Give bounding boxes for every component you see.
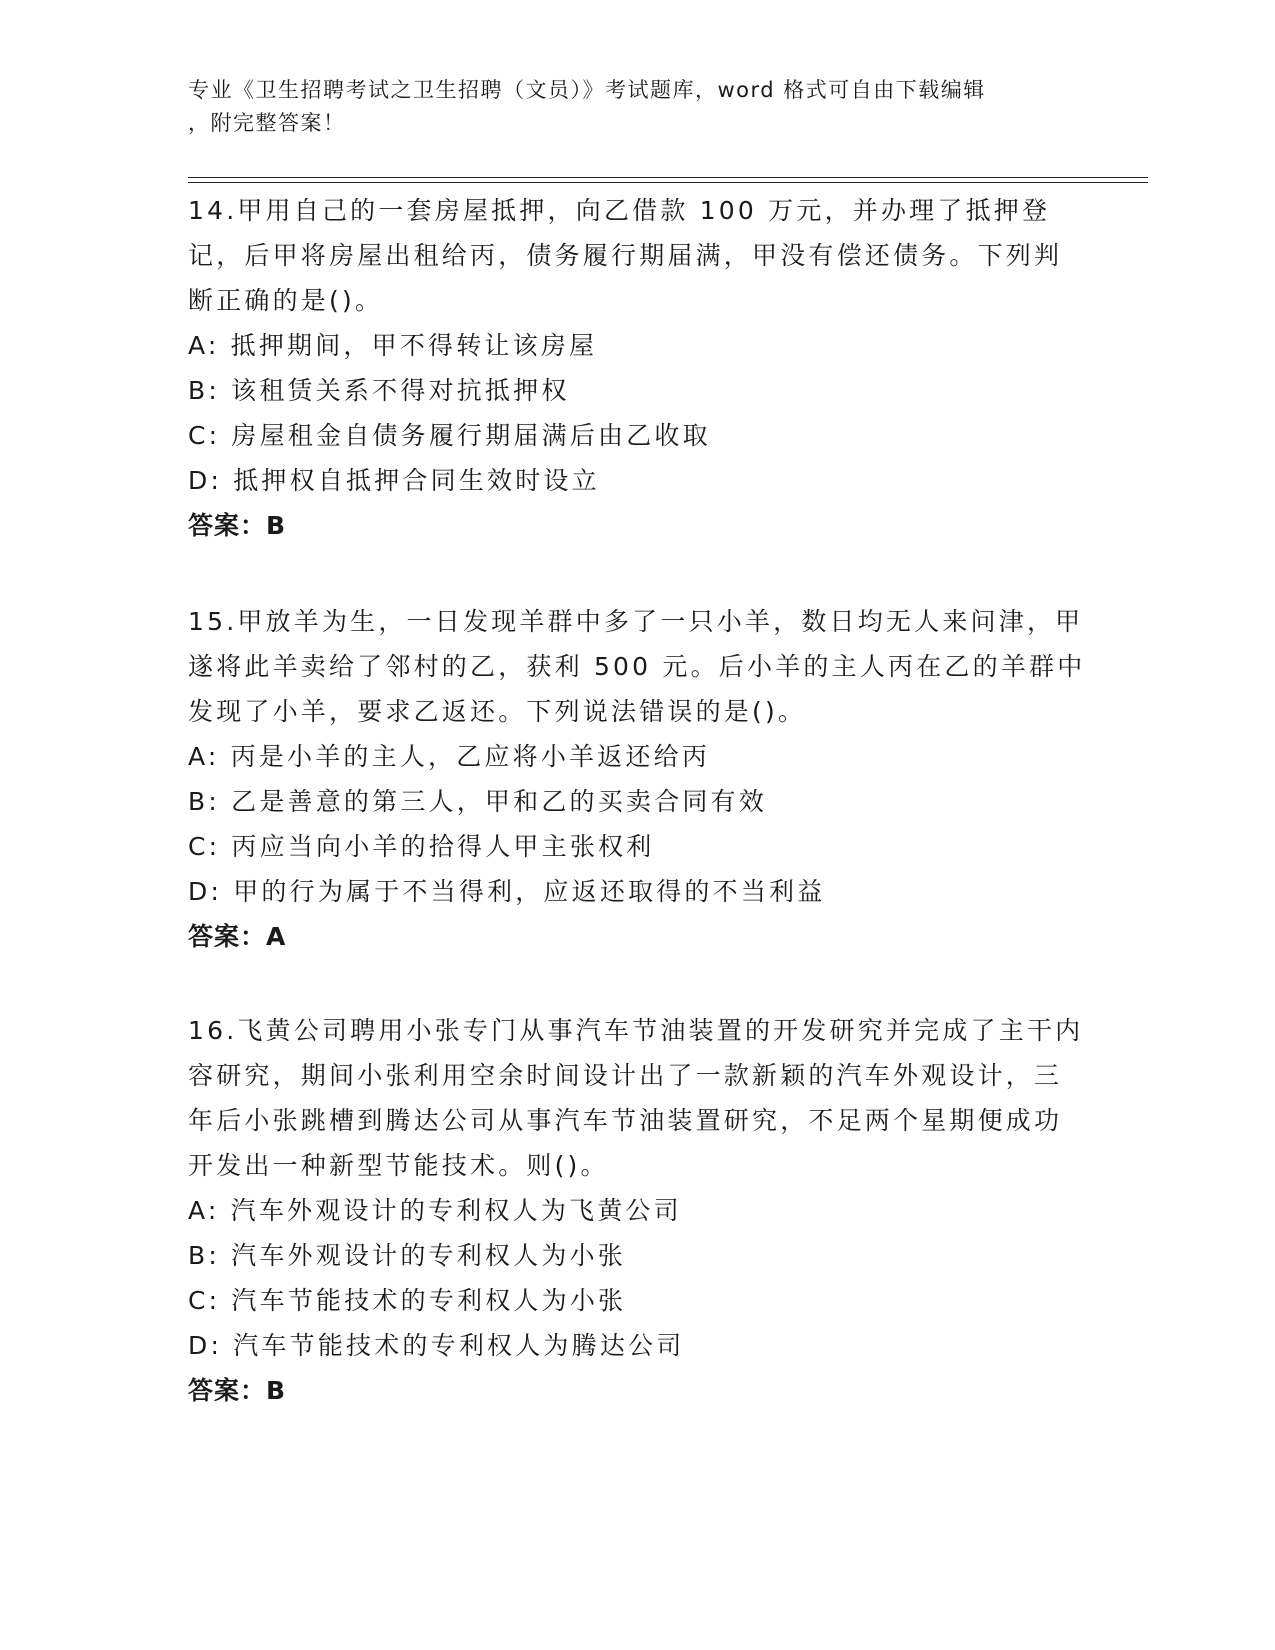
option-b: B: 乙是善意的第三人，甲和乙的买卖合同有效 <box>188 787 767 816</box>
question-stem: 15.甲放羊为生，一日发现羊群中多了一只小羊，数日均无人来问津，甲遂将此羊卖给了邻村的乙，获利 500 元。后小羊的主人丙在乙的羊群中发现了小羊，要求乙返还。下列说法错误的是()。 <box>188 607 1086 726</box>
option-c: C: 汽车节能技术的专利权人为小张 <box>188 1286 627 1315</box>
option-a: A: 汽车外观设计的专利权人为飞黄公司 <box>188 1196 682 1225</box>
question-15 <box>188 599 1088 959</box>
answer-line: 答案：B <box>188 511 287 540</box>
question-stem: 14.甲用自己的一套房屋抵押，向乙借款 100 万元，并办理了抵押登记，后甲将房屋出租给丙，债务履行期届满，甲没有偿还债务。下列判断正确的是()。 <box>188 196 1063 315</box>
question-stem: 16.飞黄公司聘用小张专门从事汽车节油装置的开发研究并完成了主干内容研究，期间小张利用空余时间设计出了一款新颖的汽车外观设计，三年后小张跳槽到腾达公司从事汽车节油装置研究，不足两个星期便成功开发出一种新型节能技术。则()。 <box>188 1016 1084 1180</box>
option-c: C: 丙应当向小羊的拾得人甲主张权利 <box>188 832 655 861</box>
option-a: A: 抵押期间，甲不得转让该房屋 <box>188 331 598 360</box>
header-divider-bottom <box>188 182 1148 183</box>
option-c: C: 房屋租金自债务履行期届满后由乙收取 <box>188 421 711 450</box>
answer-line: 答案：A <box>188 922 287 951</box>
option-d: D: 甲的行为属于不当得利，应返还取得的不当利益 <box>188 877 826 906</box>
answer-line: 答案：B <box>188 1376 287 1405</box>
option-a: A: 丙是小羊的主人，乙应将小羊返还给丙 <box>188 742 711 771</box>
question-16 <box>188 1008 1088 1413</box>
document-header <box>188 74 1068 140</box>
header-line-1: 专业《卫生招聘考试之卫生招聘（文员）》考试题库，word 格式可自由下载编辑 <box>188 78 986 102</box>
question-14 <box>188 188 1088 548</box>
option-b: B: 该租赁关系不得对抗抵押权 <box>188 376 570 405</box>
option-d: D: 抵押权自抵押合同生效时设立 <box>188 466 600 495</box>
option-d: D: 汽车节能技术的专利权人为腾达公司 <box>188 1331 685 1360</box>
header-divider-top <box>188 177 1148 178</box>
option-b: B: 汽车外观设计的专利权人为小张 <box>188 1241 626 1270</box>
header-line-2: ，附完整答案！ <box>188 111 346 135</box>
